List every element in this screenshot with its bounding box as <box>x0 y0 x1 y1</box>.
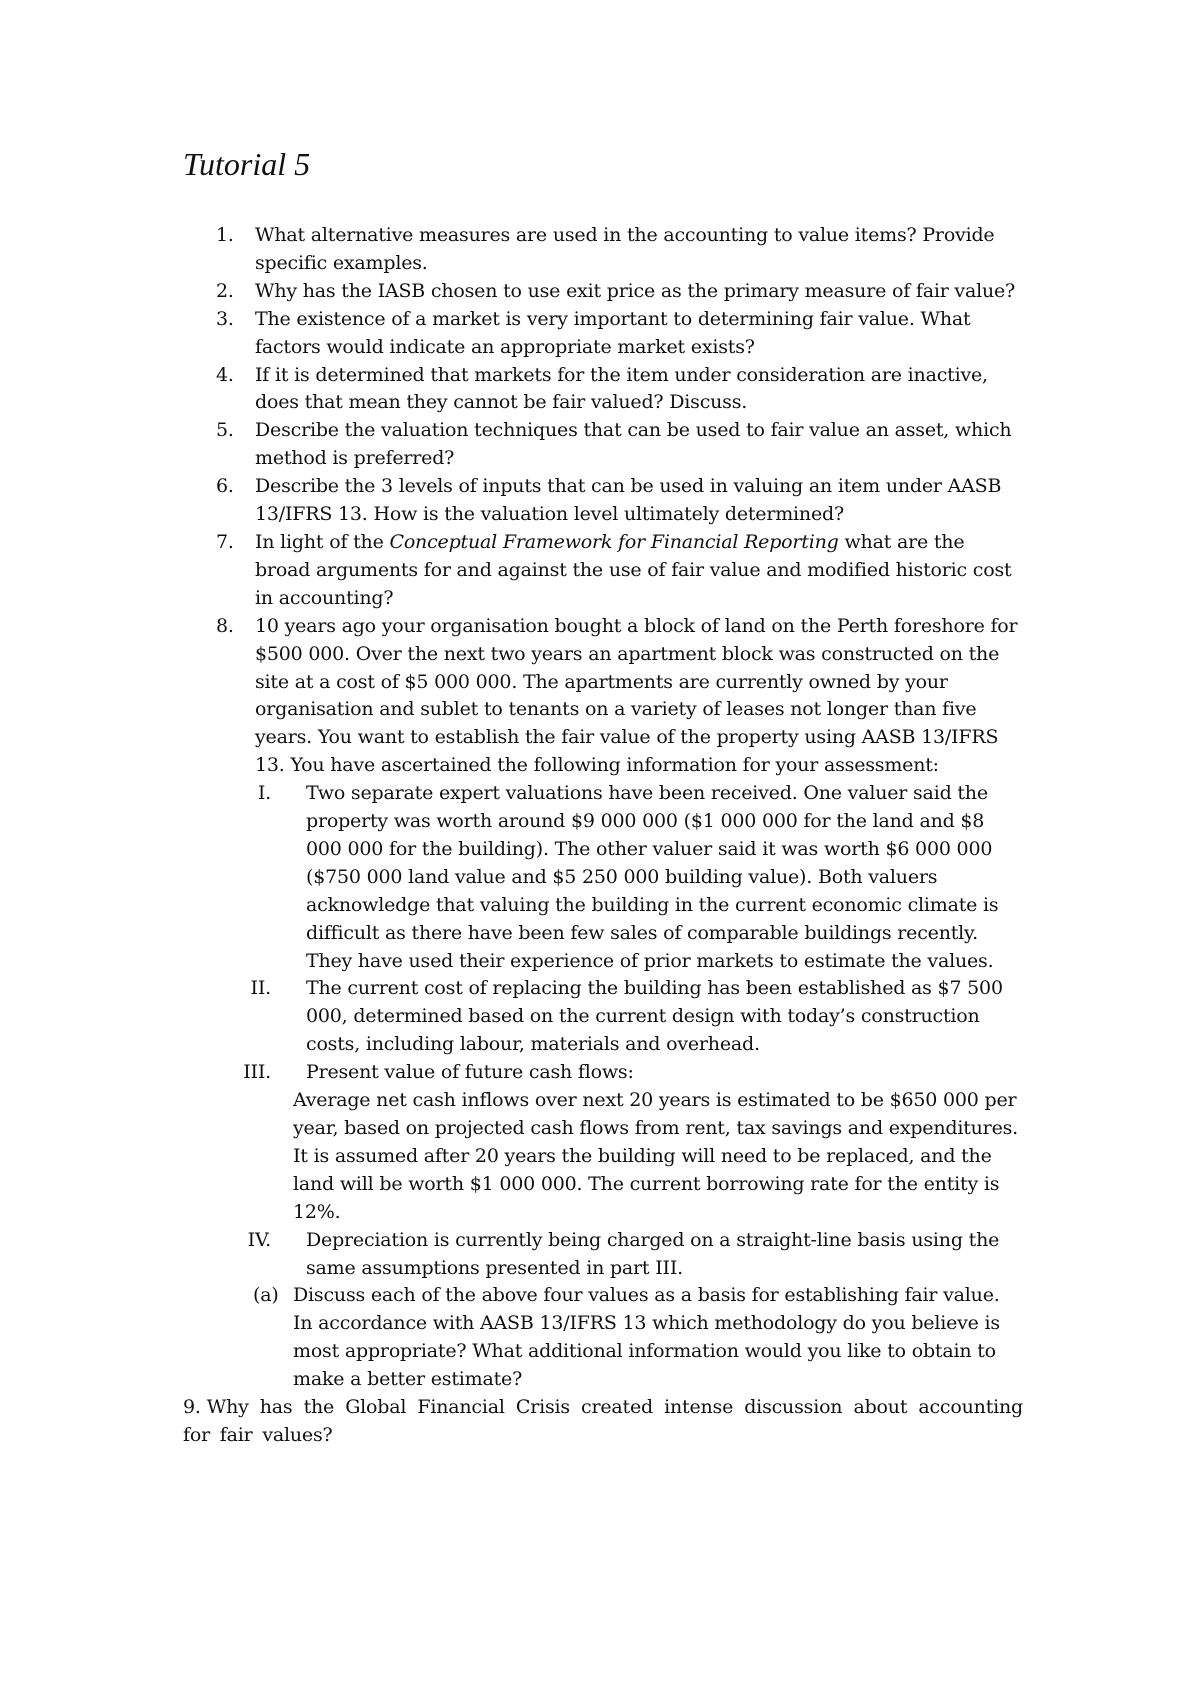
question-number: 4. <box>216 363 234 386</box>
question-number: 6. <box>216 475 234 498</box>
q8-item-3-note: Average net cash inflows over next 20 years is estimated to be $650 000 per year, based on projected cash flows from rent, tax savings and expenditures. It is assumed after 20 years the building will need to be replaced, and the land will be worth $1 000 000. The current borrowing rate for the entity is 12%. <box>293 1089 1019 1223</box>
part-text: Discuss each of the above four values as a basis for establishing fair value. In accordance with AASB 13/IFRS 13 which methodology do you believe is most appropriate? What additional information would you like to obtain to make a better estimate? <box>293 1284 1000 1391</box>
question-2 <box>183 278 1023 306</box>
item-text: Two separate expert valuations have been received. One valuer said the property was worth around $9 000 000 ($1 000 000 for the land and $8 000 000 for the building). The other valuer said it was worth $6 000 000 ($750 000 land value and $5 250 000 building value). Both valuers acknowledge that valuing the building in the current economic climate is difficult as there have been few sales of comparable buildings recently. They have used their experience of prior markets to estimate the values. <box>306 782 999 972</box>
question-text: If it is determined that markets for the item under consideration are inactive, does that mean they cannot be fair valued? Discuss. <box>255 363 988 414</box>
question-text: Describe the 3 levels of inputs that can be used in valuing an item under AASB 13/IFRS 13. How is the valuation level ultimately determined? <box>255 475 1002 526</box>
question-list <box>183 222 1023 1450</box>
question-number: 9. <box>183 1396 201 1419</box>
question-7 <box>183 529 1023 613</box>
q8-item-4 <box>183 1227 1023 1283</box>
question-text: 10 years ago your organisation bought a block of land on the Perth foreshore for $500 000. Over the next two years an apartment block was constructed on the site at a cost of $5 000 000. The apartments are currently owned by your organisation and sublet to tenants on a variety of leases not longer than five years. You want to establish the fair value of the property using AASB 13/IFRS 13. You have ascertained the following information for your assessment: <box>255 614 1018 777</box>
q8-item-3 <box>183 1059 1023 1087</box>
framework-title: Conceptual Framework for Financial Reporting <box>389 530 839 553</box>
question-9 <box>183 1394 1023 1450</box>
question-6 <box>183 473 1023 529</box>
part-label: (a) <box>253 1284 279 1307</box>
page-title: Tutorial 5 <box>183 146 311 182</box>
question-text-lead: In light of the <box>255 530 390 553</box>
q8-item-2 <box>183 975 1023 1059</box>
question-text: Why has the IASB chosen to use exit price as the primary measure of fair value? <box>255 279 1016 302</box>
roman-numeral: III. <box>243 1061 271 1084</box>
question-5 <box>183 417 1023 473</box>
question-text: What alternative measures are used in the accounting to value items? Provide specific examples. <box>255 224 995 274</box>
question-number: 1. <box>216 224 234 246</box>
question-text: The existence of a market is very important to determining fair value. What factors would indicate an appropriate market exists? <box>255 307 971 358</box>
question-text-rest: what are the broad arguments for and against the use of fair value and modified historic cost in accounting? <box>255 530 1012 609</box>
item-text: The current cost of replacing the building has been established as $7 500 000, determined based on the current design with today’s construction costs, including labour, materials and overhead. <box>306 977 1003 1056</box>
question-8 <box>183 613 1023 780</box>
question-number: 7. <box>216 530 234 553</box>
question-text: Why has the Global Financial Crisis created intense discussion about accounting for fair values? <box>183 1396 1023 1446</box>
question-number: 5. <box>216 419 234 442</box>
roman-numeral: II. <box>250 977 271 1000</box>
question-text: Describe the valuation techniques that can be used to fair value an asset, which method is preferred? <box>255 419 1012 470</box>
question-3 <box>183 306 1023 362</box>
roman-numeral: I. <box>257 782 271 805</box>
q8-part-a <box>183 1282 1023 1394</box>
question-number: 2. <box>216 279 234 302</box>
roman-numeral: IV. <box>247 1228 271 1251</box>
q8-item-1 <box>183 780 1023 975</box>
item-text: Depreciation is currently being charged on a straight-line basis using the same assumptions presented in part III. <box>306 1228 1000 1279</box>
item-text: Present value of future cash flows: <box>306 1061 634 1084</box>
question-1 <box>183 222 1023 278</box>
question-number: 3. <box>216 307 234 330</box>
question-number: 8. <box>216 614 234 637</box>
question-4 <box>183 362 1023 418</box>
